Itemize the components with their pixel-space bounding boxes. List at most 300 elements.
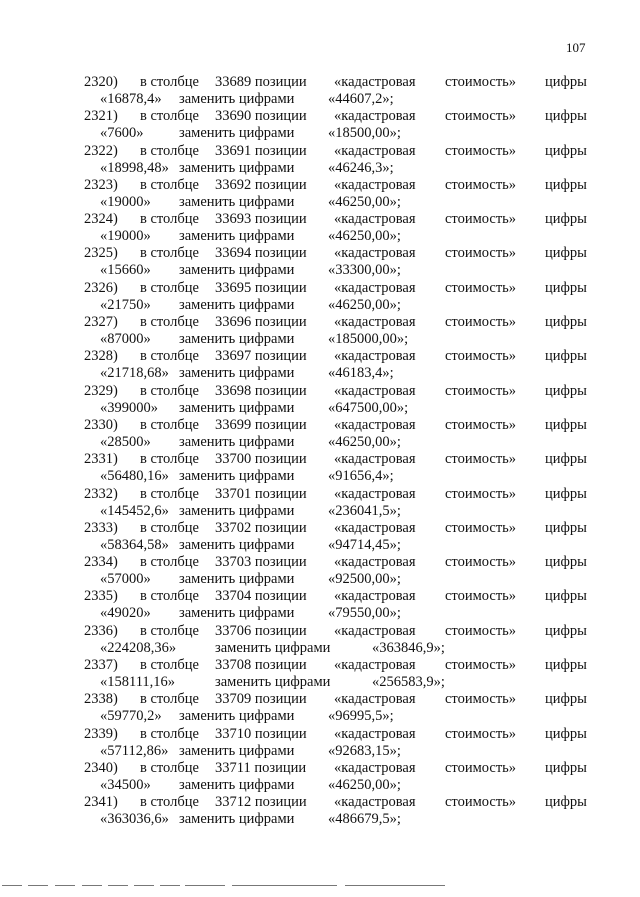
replace-phrase: заменить цифрами — [179, 365, 295, 382]
item-second-line — [0, 468, 640, 485]
list-item — [0, 554, 640, 588]
list-item — [0, 348, 640, 382]
list-item — [0, 314, 640, 348]
position-word: позиции — [254, 759, 307, 776]
value-word: стоимость» — [445, 588, 517, 605]
value-word: стоимость» — [445, 451, 517, 468]
item-second-line — [0, 605, 640, 622]
new-value: «18500,00»; — [328, 125, 401, 142]
old-value: «7600» — [100, 125, 144, 142]
item-number: 2337) — [84, 657, 118, 674]
item-first-line — [0, 554, 640, 571]
position-code: 33708 — [215, 657, 252, 674]
position-number — [215, 74, 307, 91]
position-word: позиции — [254, 657, 307, 674]
replace-phrase: заменить цифрами — [179, 399, 295, 416]
item-number: 2329) — [84, 382, 118, 399]
replace-phrase: заменить цифрами — [179, 433, 295, 450]
cadastral-word: «кадастровая — [334, 74, 416, 90]
digits-word: цифры — [545, 314, 587, 331]
old-value: «21718,68» — [100, 365, 169, 382]
position-number — [215, 143, 307, 160]
replace-phrase: заменить цифрами — [179, 571, 295, 588]
item-number: 2331) — [84, 451, 118, 468]
old-value: «19000» — [100, 228, 151, 245]
new-value: «46183,4»; — [328, 365, 394, 382]
column-phrase: в столбце — [140, 416, 199, 433]
position-number — [215, 451, 307, 468]
old-value: «58364,58» — [100, 536, 169, 553]
value-word: стоимость» — [445, 74, 517, 90]
position-number — [215, 623, 307, 640]
value-word: стоимость» — [445, 108, 517, 125]
new-value: «46246,3»; — [328, 159, 394, 176]
cadastral-word: «кадастровая — [334, 519, 416, 536]
position-number — [215, 726, 307, 743]
item-number: 2341) — [84, 794, 118, 811]
list-item — [0, 177, 640, 211]
position-number — [215, 691, 307, 708]
old-value: «15660» — [100, 262, 151, 279]
digits-word: цифры — [545, 691, 587, 708]
item-first-line — [0, 74, 640, 91]
replace-phrase: заменить цифрами — [179, 296, 295, 313]
list-item — [0, 726, 640, 760]
item-first-line — [0, 486, 640, 503]
new-value: «91656,4»; — [328, 468, 394, 485]
value-word: стоимость» — [445, 416, 517, 433]
old-value: «87000» — [100, 331, 151, 348]
position-code: 33689 — [215, 74, 252, 90]
list-item — [0, 211, 640, 245]
position-number — [215, 383, 307, 400]
cadastral-word: «кадастровая — [334, 794, 416, 811]
position-word: позиции — [254, 622, 307, 639]
new-value: «92683,15»; — [328, 742, 401, 759]
value-word: стоимость» — [445, 382, 517, 399]
column-phrase: в столбце — [140, 485, 199, 502]
new-value: «79550,00»; — [328, 605, 401, 622]
item-second-line — [0, 503, 640, 520]
cadastral-word: «кадастровая — [334, 108, 416, 125]
item-number: 2328) — [84, 348, 118, 365]
replace-phrase: заменить цифрами — [215, 674, 331, 691]
position-number — [215, 417, 307, 434]
position-code: 33698 — [215, 382, 252, 399]
value-word: стоимость» — [445, 759, 517, 776]
item-first-line — [0, 177, 640, 194]
position-code: 33709 — [215, 691, 252, 708]
list-item — [0, 588, 640, 622]
old-value: «56480,16» — [100, 468, 169, 485]
footer-divider — [0, 884, 640, 887]
position-number — [215, 657, 307, 674]
position-code: 33699 — [215, 416, 252, 433]
position-number — [215, 554, 307, 571]
position-word: позиции — [254, 176, 307, 193]
digits-word: цифры — [545, 485, 587, 502]
item-first-line — [0, 211, 640, 228]
column-phrase: в столбце — [140, 382, 199, 399]
digits-word: цифры — [545, 622, 587, 639]
value-word: стоимость» — [445, 348, 517, 365]
new-value: «46250,00»; — [328, 296, 401, 313]
cadastral-word: «кадастровая — [334, 451, 416, 468]
item-second-line — [0, 365, 640, 382]
position-word: позиции — [254, 519, 307, 536]
value-word: стоимость» — [445, 176, 517, 193]
list-item — [0, 691, 640, 725]
digits-word: цифры — [545, 759, 587, 776]
digits-word: цифры — [545, 554, 587, 571]
item-number: 2336) — [84, 622, 118, 639]
cadastral-word: «кадастровая — [334, 554, 416, 571]
item-second-line — [0, 262, 640, 279]
position-code: 33690 — [215, 108, 252, 125]
cadastral-word: «кадастровая — [334, 211, 416, 228]
cadastral-word: «кадастровая — [334, 622, 416, 639]
position-number — [215, 211, 307, 228]
item-first-line — [0, 623, 640, 640]
value-word: стоимость» — [445, 211, 517, 228]
old-value: «57112,86» — [100, 742, 169, 759]
list-item — [0, 383, 640, 417]
new-value: «46250,00»; — [328, 776, 401, 793]
column-phrase: в столбце — [140, 657, 199, 674]
position-word: позиции — [254, 142, 307, 159]
list-item — [0, 280, 640, 314]
column-phrase: в столбце — [140, 245, 199, 262]
digits-word: цифры — [545, 348, 587, 365]
value-word: стоимость» — [445, 142, 517, 159]
new-value: «94714,45»; — [328, 536, 401, 553]
item-first-line — [0, 520, 640, 537]
value-word: стоимость» — [445, 314, 517, 331]
item-number: 2325) — [84, 245, 118, 262]
digits-word: цифры — [545, 176, 587, 193]
item-second-line — [0, 400, 640, 417]
position-word: позиции — [254, 485, 307, 502]
old-value: «59770,2» — [100, 708, 162, 725]
replace-phrase: заменить цифрами — [179, 468, 295, 485]
new-value: «96995,5»; — [328, 708, 394, 725]
column-phrase: в столбце — [140, 211, 199, 228]
cadastral-word: «кадастровая — [334, 348, 416, 365]
cadastral-word: «кадастровая — [334, 725, 416, 742]
position-number — [215, 588, 307, 605]
replace-phrase: заменить цифрами — [179, 502, 295, 519]
position-word: позиции — [254, 588, 307, 605]
replace-phrase: заменить цифрами — [179, 125, 295, 142]
old-value: «57000» — [100, 571, 151, 588]
column-phrase: в столбце — [140, 74, 199, 90]
column-phrase: в столбце — [140, 622, 199, 639]
old-value: «363036,6» — [100, 811, 169, 828]
position-word: позиции — [254, 245, 307, 262]
digits-word: цифры — [545, 74, 587, 90]
position-word: позиции — [254, 108, 307, 125]
position-word: позиции — [254, 554, 307, 571]
old-value: «16878,4» — [100, 91, 162, 107]
new-value: «46250,00»; — [328, 193, 401, 210]
new-value: «486679,5»; — [328, 811, 401, 828]
position-code: 33704 — [215, 588, 252, 605]
item-first-line — [0, 280, 640, 297]
column-phrase: в столбце — [140, 725, 199, 742]
list-item — [0, 657, 640, 691]
cadastral-word: «кадастровая — [334, 759, 416, 776]
item-second-line — [0, 125, 640, 142]
old-value: «34500» — [100, 776, 151, 793]
position-word: позиции — [254, 348, 307, 365]
cadastral-word: «кадастровая — [334, 176, 416, 193]
item-first-line — [0, 451, 640, 468]
position-word: позиции — [254, 794, 307, 811]
old-value: «49020» — [100, 605, 151, 622]
cadastral-word: «кадастровая — [334, 314, 416, 331]
value-word: стоимость» — [445, 554, 517, 571]
column-phrase: в столбце — [140, 108, 199, 125]
replace-phrase: заменить цифрами — [179, 91, 295, 107]
position-word: позиции — [254, 211, 307, 228]
cadastral-word: «кадастровая — [334, 382, 416, 399]
item-number: 2323) — [84, 176, 118, 193]
value-word: стоимость» — [445, 691, 517, 708]
item-second-line — [0, 674, 640, 691]
new-value: «33300,00»; — [328, 262, 401, 279]
digits-word: цифры — [545, 142, 587, 159]
item-first-line — [0, 588, 640, 605]
cadastral-word: «кадастровая — [334, 416, 416, 433]
cadastral-word: «кадастровая — [334, 142, 416, 159]
item-first-line — [0, 794, 640, 811]
position-number — [215, 314, 307, 331]
item-second-line — [0, 228, 640, 245]
column-phrase: в столбце — [140, 519, 199, 536]
cadastral-word: «кадастровая — [334, 691, 416, 708]
new-value: «647500,00»; — [328, 399, 409, 416]
old-value: «158111,16» — [100, 674, 176, 691]
item-second-line — [0, 434, 640, 451]
list-item — [0, 417, 640, 451]
item-first-line — [0, 314, 640, 331]
old-value: «28500» — [100, 433, 151, 450]
position-number — [215, 245, 307, 262]
position-word: позиции — [254, 416, 307, 433]
item-number: 2330) — [84, 416, 118, 433]
list-item — [0, 760, 640, 794]
item-number: 2322) — [84, 142, 118, 159]
item-first-line — [0, 245, 640, 262]
amendment-list — [0, 74, 640, 829]
position-word: позиции — [254, 74, 307, 90]
old-value: «19000» — [100, 193, 151, 210]
value-word: стоимость» — [445, 794, 517, 811]
position-number — [215, 177, 307, 194]
new-value: «363846,9»; — [372, 639, 445, 656]
position-word: позиции — [254, 451, 307, 468]
replace-phrase: заменить цифрами — [179, 228, 295, 245]
position-code: 33691 — [215, 142, 252, 159]
column-phrase: в столбце — [140, 554, 199, 571]
old-value: «145452,6» — [100, 502, 169, 519]
position-code: 33697 — [215, 348, 252, 365]
old-value: «224208,36» — [100, 639, 177, 656]
item-number: 2326) — [84, 279, 118, 296]
cadastral-word: «кадастровая — [334, 279, 416, 296]
replace-phrase: заменить цифрами — [179, 811, 295, 828]
position-code: 33694 — [215, 245, 252, 262]
position-code: 33712 — [215, 794, 252, 811]
new-value: «44607,2»; — [328, 91, 394, 107]
item-number: 2332) — [84, 485, 118, 502]
item-number: 2335) — [84, 588, 118, 605]
item-number: 2339) — [84, 725, 118, 742]
item-first-line — [0, 726, 640, 743]
item-second-line — [0, 297, 640, 314]
digits-word: цифры — [545, 245, 587, 262]
position-number — [215, 280, 307, 297]
value-word: стоимость» — [445, 279, 517, 296]
position-code: 33706 — [215, 622, 252, 639]
replace-phrase: заменить цифрами — [179, 708, 295, 725]
item-second-line — [0, 91, 640, 108]
position-code: 33700 — [215, 451, 252, 468]
item-number: 2338) — [84, 691, 118, 708]
new-value: «46250,00»; — [328, 228, 401, 245]
digits-word: цифры — [545, 657, 587, 674]
new-value: «185000,00»; — [328, 331, 409, 348]
replace-phrase: заменить цифрами — [179, 536, 295, 553]
new-value: «46250,00»; — [328, 433, 401, 450]
position-code: 33711 — [215, 759, 251, 776]
old-value: «399000» — [100, 399, 158, 416]
item-number: 2333) — [84, 519, 118, 536]
column-phrase: в столбце — [140, 142, 199, 159]
position-code: 33710 — [215, 725, 252, 742]
replace-phrase: заменить цифрами — [179, 262, 295, 279]
cadastral-word: «кадастровая — [334, 485, 416, 502]
column-phrase: в столбце — [140, 794, 199, 811]
position-number — [215, 520, 307, 537]
position-code: 33701 — [215, 485, 252, 502]
item-first-line — [0, 760, 640, 777]
item-second-line — [0, 743, 640, 760]
item-second-line — [0, 811, 640, 828]
cadastral-word: «кадастровая — [334, 245, 416, 262]
new-value: «236041,5»; — [328, 502, 401, 519]
digits-word: цифры — [545, 794, 587, 811]
replace-phrase: заменить цифрами — [179, 776, 295, 793]
position-number — [215, 108, 307, 125]
replace-phrase: заменить цифрами — [179, 331, 295, 348]
item-first-line — [0, 108, 640, 125]
new-value: «256583,9»; — [372, 674, 445, 691]
item-number: 2334) — [84, 554, 118, 571]
position-code: 33693 — [215, 211, 252, 228]
replace-phrase: заменить цифрами — [179, 193, 295, 210]
column-phrase: в столбце — [140, 348, 199, 365]
item-number: 2320) — [84, 74, 118, 90]
list-item — [0, 520, 640, 554]
position-code: 33692 — [215, 176, 252, 193]
replace-phrase: заменить цифрами — [179, 742, 295, 759]
list-item — [0, 486, 640, 520]
value-word: стоимость» — [445, 622, 517, 639]
value-word: стоимость» — [445, 657, 517, 674]
position-code: 33695 — [215, 279, 252, 296]
cadastral-word: «кадастровая — [334, 588, 416, 605]
item-first-line — [0, 348, 640, 365]
value-word: стоимость» — [445, 519, 517, 536]
column-phrase: в столбце — [140, 314, 199, 331]
item-first-line — [0, 383, 640, 400]
list-item — [0, 623, 640, 657]
item-second-line — [0, 708, 640, 725]
digits-word: цифры — [545, 725, 587, 742]
digits-word: цифры — [545, 588, 587, 605]
item-second-line — [0, 160, 640, 177]
list-item — [0, 108, 640, 142]
item-number: 2327) — [84, 314, 118, 331]
position-word: позиции — [254, 382, 307, 399]
digits-word: цифры — [545, 211, 587, 228]
item-number: 2321) — [84, 108, 118, 125]
position-number — [215, 486, 307, 503]
list-item — [0, 451, 640, 485]
position-code: 33696 — [215, 314, 252, 331]
item-second-line — [0, 331, 640, 348]
item-second-line — [0, 194, 640, 211]
digits-word: цифры — [545, 108, 587, 125]
item-second-line — [0, 777, 640, 794]
list-item — [0, 143, 640, 177]
digits-word: цифры — [545, 519, 587, 536]
position-code: 33702 — [215, 519, 252, 536]
value-word: стоимость» — [445, 245, 517, 262]
position-number — [215, 348, 307, 365]
item-first-line — [0, 657, 640, 674]
replace-phrase: заменить цифрами — [215, 639, 331, 656]
digits-word: цифры — [545, 382, 587, 399]
item-first-line — [0, 143, 640, 160]
item-first-line — [0, 417, 640, 434]
list-item — [0, 74, 640, 108]
replace-phrase: заменить цифрами — [179, 159, 295, 176]
column-phrase: в столбце — [140, 176, 199, 193]
position-number — [215, 760, 306, 777]
column-phrase: в столбце — [140, 451, 199, 468]
value-word: стоимость» — [445, 485, 517, 502]
position-word: позиции — [254, 725, 307, 742]
item-first-line — [0, 691, 640, 708]
value-word: стоимость» — [445, 725, 517, 742]
column-phrase: в столбце — [140, 759, 199, 776]
position-number — [215, 794, 307, 811]
list-item — [0, 794, 640, 828]
cadastral-word: «кадастровая — [334, 657, 416, 674]
page-number: 107 — [566, 40, 586, 55]
digits-word: цифры — [545, 279, 587, 296]
replace-phrase: заменить цифрами — [179, 605, 295, 622]
item-second-line — [0, 640, 640, 657]
item-second-line — [0, 537, 640, 554]
list-item — [0, 245, 640, 279]
position-word: позиции — [254, 314, 307, 331]
digits-word: цифры — [545, 416, 587, 433]
item-number: 2324) — [84, 211, 118, 228]
item-number: 2340) — [84, 759, 118, 776]
